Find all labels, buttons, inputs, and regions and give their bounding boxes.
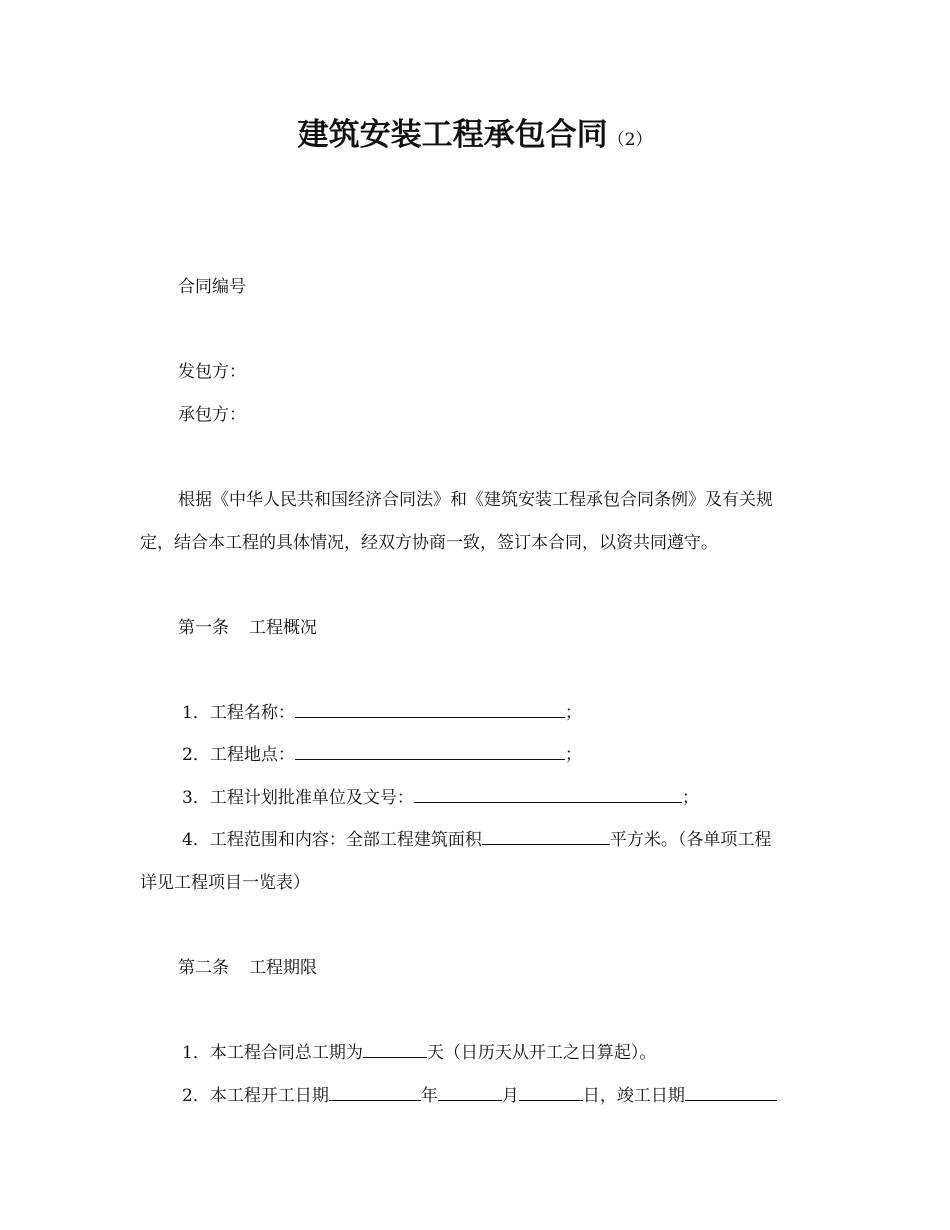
item-text: 工程范围和内容：全部工程建筑面积 (209, 830, 482, 850)
item-text: 本工程开工日期 (209, 1086, 329, 1106)
item-tail: 平方米。（各单项工程 (609, 830, 772, 850)
article-2-heading (178, 956, 317, 980)
article-1-item-4 (182, 828, 771, 852)
item-number: 2． (182, 1086, 210, 1106)
item-number: 4． (182, 830, 210, 850)
start-month-blank[interactable] (438, 1084, 502, 1101)
total-duration-blank[interactable] (363, 1041, 427, 1058)
item-end: ； (564, 703, 582, 723)
title-suffix: （2） (607, 130, 653, 150)
start-day-blank[interactable] (519, 1084, 583, 1101)
start-year-blank[interactable] (329, 1084, 421, 1101)
building-area-blank[interactable] (482, 828, 610, 845)
item-tail: 天（日历天从开工之日算起）。 (426, 1043, 657, 1063)
article-1-item-2 (182, 743, 582, 767)
article-1-item-4-continued: 详见工程项目一览表） (140, 873, 310, 893)
item-text: 本工程合同总工期为 (209, 1043, 363, 1063)
item-number: 3． (182, 788, 210, 808)
item-number: 1． (182, 703, 210, 723)
article-1-number: 第一条 (178, 618, 229, 638)
item-number: 1． (182, 1043, 210, 1063)
article-2-number: 第二条 (178, 958, 229, 978)
contractor-label: 承包方： (178, 405, 246, 425)
document-title (0, 110, 950, 165)
month-label: 月 (501, 1086, 519, 1106)
project-name-blank[interactable] (295, 701, 565, 718)
contract-number-label: 合同编号 (178, 277, 246, 297)
employer-label: 发包方： (178, 362, 246, 382)
item-label: 工程地点： (209, 745, 295, 765)
article-1-title: 工程概况 (249, 618, 317, 638)
project-location-blank[interactable] (295, 743, 565, 760)
preamble-line-2: 定，结合本工程的具体情况，经双方协商一致，签订本合同，以资共同遵守。 (140, 533, 718, 553)
item-label: 工程计划批准单位及文号： (209, 788, 414, 808)
day-label: 日，竣工日期 (582, 1086, 685, 1106)
completion-date-blank[interactable] (685, 1084, 777, 1101)
article-2-item-1 (182, 1041, 656, 1065)
article-2-item-2 (182, 1084, 777, 1108)
item-number: 2． (182, 745, 210, 765)
title-text: 建筑安装工程承包合同 (297, 117, 608, 153)
preamble-line-1: 根据《中华人民共和国经济合同法》和《建筑安装工程承包合同条例》及有关规 (178, 490, 773, 510)
article-2-title: 工程期限 (249, 958, 317, 978)
year-label: 年 (420, 1086, 438, 1106)
item-end: ； (681, 788, 699, 808)
article-1-item-3 (182, 786, 699, 810)
item-label: 工程名称： (209, 703, 295, 723)
article-1-item-1 (182, 701, 582, 725)
item-end: ； (564, 745, 582, 765)
approval-unit-blank[interactable] (414, 786, 682, 803)
article-1-heading (178, 616, 317, 640)
